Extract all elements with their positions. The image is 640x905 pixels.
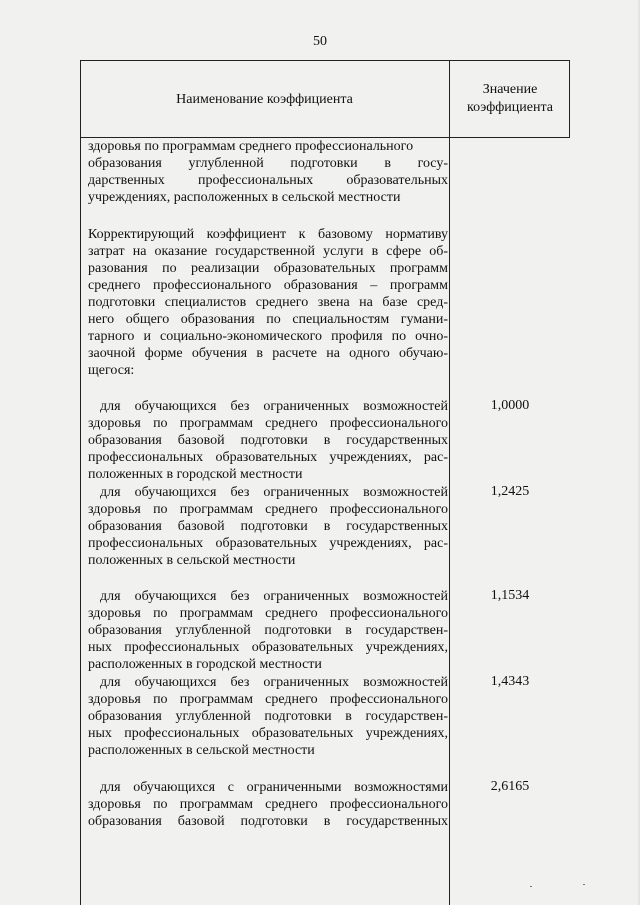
row-line: расположенных в сельской местности <box>88 743 315 758</box>
row-line: профессиональных образовательных учреждениях, рас- <box>88 450 448 465</box>
row-line: положенных в сельской местности <box>88 553 296 568</box>
row-line: положенных в городской местности <box>88 467 303 482</box>
row-line: расположенных в городской местности <box>88 657 322 672</box>
row-line: ных профессиональных образовательных учреждениях, <box>88 640 448 655</box>
row-line: для обучающихся без ограниченных возможностей <box>100 589 448 604</box>
row-line: для обучающихся без ограниченных возможностей <box>100 399 448 414</box>
section-line: него общего образования по специальностям гумани- <box>88 312 448 327</box>
header-value-line-2: коэффициента <box>467 99 553 115</box>
section-line: среднего профессионального образования – программ <box>88 278 448 293</box>
scan-speck <box>530 886 532 887</box>
row-line: профессиональных образовательных учреждениях, рас- <box>88 536 448 551</box>
row-line: для обучающихся без ограниченных возможностей <box>100 675 448 690</box>
row-line: для обучающихся без ограниченных возможностей <box>100 485 448 500</box>
coefficient-value: 1,4343 <box>490 674 530 689</box>
coefficient-value: 2,6165 <box>490 779 530 794</box>
table-left-border <box>80 60 81 905</box>
header-coefficient-value <box>450 60 570 137</box>
row-line: образования базовой подготовки в государственных <box>88 433 448 448</box>
section-line: разования по реализации образовательных программ <box>88 261 448 276</box>
row-line: ных профессиональных образовательных учреждениях, <box>88 726 448 741</box>
continuation-line: дарственных профессиональных образовательных <box>88 173 448 188</box>
coefficient-value: 1,2425 <box>490 484 530 499</box>
row-line: образования базовой подготовки в государственных <box>88 814 448 829</box>
scan-speck <box>583 884 585 885</box>
section-line: Корректирующий коэффициент к базовому нормативу <box>88 227 448 242</box>
row-line: здоровья по программам среднего профессионального <box>88 692 448 707</box>
coefficient-value: 1,0000 <box>490 398 530 413</box>
row-line: образования углубленной подготовки в государствен- <box>88 709 448 724</box>
section-line: затрат на оказание государственной услуги в сфере об- <box>88 244 448 259</box>
section-line: щегося: <box>88 363 135 378</box>
page-number: 50 <box>313 34 327 49</box>
continuation-line: образования углубленной подготовки в госу- <box>88 156 448 171</box>
row-line: для обучающихся с ограниченными возможностями <box>100 780 448 795</box>
section-line: подготовки специалистов среднего звена на базе сред- <box>88 295 448 310</box>
coefficient-value: 1,1534 <box>490 588 530 603</box>
row-line: здоровья по программам среднего профессионального <box>88 606 448 621</box>
row-line: образования базовой подготовки в государственных <box>88 519 448 534</box>
section-line: тарного и социально-экономического профиля по очно- <box>88 329 448 344</box>
row-line: здоровья по программам среднего профессионального <box>88 416 448 431</box>
row-line: здоровья по программам среднего профессионального <box>88 797 448 812</box>
row-line: здоровья по программам среднего профессионального <box>88 502 448 517</box>
row-line: образования углубленной подготовки в государствен- <box>88 623 448 638</box>
continuation-line: здоровья по программам среднего профессионального <box>88 139 414 154</box>
header-value-line-1: Значение <box>482 81 538 97</box>
section-line: заочной форме обучения в расчете на одного обучаю- <box>88 346 448 361</box>
continuation-line: учреждениях, расположенных в сельской местности <box>88 190 401 205</box>
header-coefficient-name: Наименование коэффициента <box>176 92 353 107</box>
